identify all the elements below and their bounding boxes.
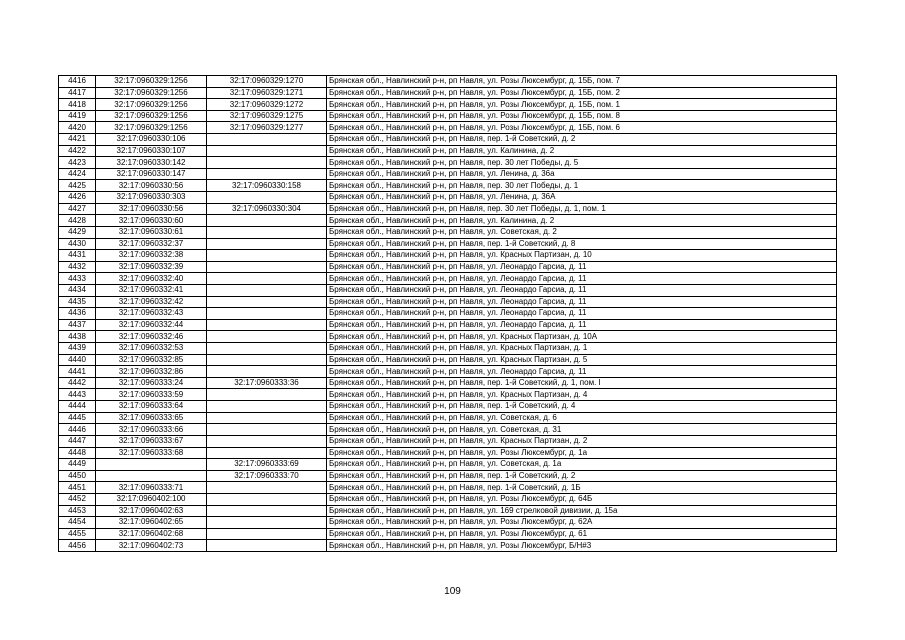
- cadastral-number-cell: 32:17:0960330:56: [96, 203, 207, 215]
- row-number-cell: 4445: [59, 412, 96, 424]
- cadastral-number-cell: 32:17:0960330:60: [96, 215, 207, 227]
- address-cell: Брянская обл., Навлинский р-н, рп Навля, ул. Ленина, д. 36а: [327, 168, 837, 180]
- address-cell: Брянская обл., Навлинский р-н, рп Навля, ул. Розы Люксембург, д. 15Б, пом. 1: [327, 99, 837, 111]
- row-number-cell: 4432: [59, 261, 96, 273]
- cadastral-number-cell: 32:17:0960402:68: [96, 528, 207, 540]
- cadastral-number-cell: 32:17:0960402:65: [96, 517, 207, 529]
- new-cadastral-number-cell: [207, 528, 327, 540]
- cadastral-number-cell: 32:17:0960332:44: [96, 319, 207, 331]
- cadastral-number-cell: 32:17:0960402:73: [96, 540, 207, 552]
- table-row: [59, 470, 837, 482]
- table-row: [59, 377, 837, 389]
- address-cell: Брянская обл., Навлинский р-н, рп Навля, пер. 1-й Советский, д. 2: [327, 470, 837, 482]
- new-cadastral-number-cell: 32:17:0960330:158: [207, 180, 327, 192]
- new-cadastral-number-cell: 32:17:0960333:36: [207, 377, 327, 389]
- new-cadastral-number-cell: 32:17:0960333:69: [207, 459, 327, 471]
- table-row: [59, 273, 837, 285]
- row-number-cell: 4453: [59, 505, 96, 517]
- cadastral-table: [58, 75, 837, 552]
- page-number: 109: [444, 586, 461, 597]
- row-number-cell: 4427: [59, 203, 96, 215]
- address-cell: Брянская обл., Навлинский р-н, рп Навля, ул. Розы Люксембург, Б/Н#3: [327, 540, 837, 552]
- new-cadastral-number-cell: [207, 145, 327, 157]
- new-cadastral-number-cell: 32:17:0960329:1271: [207, 87, 327, 99]
- new-cadastral-number-cell: [207, 168, 327, 180]
- new-cadastral-number-cell: 32:17:0960333:70: [207, 470, 327, 482]
- address-cell: Брянская обл., Навлинский р-н, рп Навля, ул. Красных Партизан, д. 4: [327, 389, 837, 401]
- table-row: [59, 401, 837, 413]
- table-row: [59, 157, 837, 169]
- table-row: [59, 331, 837, 343]
- row-number-cell: 4449: [59, 459, 96, 471]
- row-number-cell: 4430: [59, 238, 96, 250]
- new-cadastral-number-cell: 32:17:0960329:1272: [207, 99, 327, 111]
- table-row: [59, 110, 837, 122]
- cadastral-number-cell: 32:17:0960332:46: [96, 331, 207, 343]
- address-cell: Брянская обл., Навлинский р-н, рп Навля, ул. Розы Люксембург, д. 15Б, пом. 8: [327, 110, 837, 122]
- new-cadastral-number-cell: [207, 424, 327, 436]
- cadastral-number-cell: 32:17:0960330:61: [96, 226, 207, 238]
- address-cell: Брянская обл., Навлинский р-н, рп Навля, ул. Калинина, д. 2: [327, 145, 837, 157]
- new-cadastral-number-cell: [207, 435, 327, 447]
- row-number-cell: 4419: [59, 110, 96, 122]
- address-cell: Брянская обл., Навлинский р-н, рп Навля, ул. Советская, д. 1а: [327, 459, 837, 471]
- new-cadastral-number-cell: [207, 389, 327, 401]
- address-cell: Брянская обл., Навлинский р-н, рп Навля, ул. Калинина, д. 2: [327, 215, 837, 227]
- new-cadastral-number-cell: [207, 261, 327, 273]
- row-number-cell: 4420: [59, 122, 96, 134]
- new-cadastral-number-cell: [207, 134, 327, 146]
- table-row: [59, 192, 837, 204]
- table-row: [59, 296, 837, 308]
- cadastral-number-cell: 32:17:0960333:64: [96, 401, 207, 413]
- cadastral-number-cell: 32:17:0960330:56: [96, 180, 207, 192]
- address-cell: Брянская обл., Навлинский р-н, рп Навля, ул. Красных Партизан, д. 5: [327, 354, 837, 366]
- row-number-cell: 4444: [59, 401, 96, 413]
- cadastral-number-cell: [96, 459, 207, 471]
- address-cell: Брянская обл., Навлинский р-н, рп Навля, ул. 169 стрелковой дивизии, д. 15а: [327, 505, 837, 517]
- table-row: [59, 493, 837, 505]
- table-row: [59, 238, 837, 250]
- new-cadastral-number-cell: [207, 215, 327, 227]
- new-cadastral-number-cell: [207, 284, 327, 296]
- cadastral-number-cell: 32:17:0960332:53: [96, 343, 207, 355]
- table-row: [59, 424, 837, 436]
- table-row: [59, 134, 837, 146]
- address-cell: Брянская обл., Навлинский р-н, рп Навля, пер. 30 лет Победы, д. 1: [327, 180, 837, 192]
- table-row: [59, 482, 837, 494]
- new-cadastral-number-cell: [207, 319, 327, 331]
- address-cell: Брянская обл., Навлинский р-н, рп Навля, пер. 30 лет Победы, д. 5: [327, 157, 837, 169]
- cadastral-number-cell: [96, 470, 207, 482]
- address-cell: Брянская обл., Навлинский р-н, рп Навля, пер. 1-й Советский, д. 4: [327, 401, 837, 413]
- address-cell: Брянская обл., Навлинский р-н, рп Навля, ул. Ленина, д. 36А: [327, 192, 837, 204]
- cadastral-number-cell: 32:17:0960402:63: [96, 505, 207, 517]
- row-number-cell: 4436: [59, 308, 96, 320]
- table-row: [59, 366, 837, 378]
- table-row: [59, 528, 837, 540]
- new-cadastral-number-cell: [207, 296, 327, 308]
- cadastral-number-cell: 32:17:0960329:1256: [96, 76, 207, 88]
- cadastral-number-cell: 32:17:0960330:147: [96, 168, 207, 180]
- cadastral-number-cell: 32:17:0960332:38: [96, 250, 207, 262]
- address-cell: Брянская обл., Навлинский р-н, рп Навля, ул. Красных Партизан, д. 10А: [327, 331, 837, 343]
- new-cadastral-number-cell: 32:17:0960330:304: [207, 203, 327, 215]
- table-row: [59, 122, 837, 134]
- cadastral-number-cell: 32:17:0960333:68: [96, 447, 207, 459]
- table-row: [59, 435, 837, 447]
- table-row: [59, 168, 837, 180]
- address-cell: Брянская обл., Навлинский р-н, рп Навля, ул. Советская, д. 6: [327, 412, 837, 424]
- table-row: [59, 284, 837, 296]
- address-cell: Брянская обл., Навлинский р-н, рп Навля, ул. Розы Люксембург, д. 15Б, пом. 6: [327, 122, 837, 134]
- cadastral-number-cell: 32:17:0960402:100: [96, 493, 207, 505]
- cadastral-number-cell: 32:17:0960333:66: [96, 424, 207, 436]
- table-row: [59, 459, 837, 471]
- address-cell: Брянская обл., Навлинский р-н, рп Навля, пер. 1-й Советский, д. 1, пом. I: [327, 377, 837, 389]
- row-number-cell: 4416: [59, 76, 96, 88]
- address-cell: Брянская обл., Навлинский р-н, рп Навля, пер. 1-й Советский, д. 2: [327, 134, 837, 146]
- cadastral-number-cell: 32:17:0960329:1256: [96, 87, 207, 99]
- table-row: [59, 99, 837, 111]
- row-number-cell: 4448: [59, 447, 96, 459]
- row-number-cell: 4451: [59, 482, 96, 494]
- row-number-cell: 4435: [59, 296, 96, 308]
- address-cell: Брянская обл., Навлинский р-н, рп Навля, ул. Розы Люксембург, д. 1а: [327, 447, 837, 459]
- table-row: [59, 517, 837, 529]
- address-cell: Брянская обл., Навлинский р-н, рп Навля, ул. Леонардо Гарсиа, д. 11: [327, 284, 837, 296]
- new-cadastral-number-cell: [207, 540, 327, 552]
- table-row: [59, 412, 837, 424]
- new-cadastral-number-cell: [207, 308, 327, 320]
- cadastral-number-cell: 32:17:0960332:37: [96, 238, 207, 250]
- address-cell: Брянская обл., Навлинский р-н, рп Навля, ул. Советская, д. 31: [327, 424, 837, 436]
- row-number-cell: 4441: [59, 366, 96, 378]
- table-row: [59, 87, 837, 99]
- cadastral-number-cell: 32:17:0960330:106: [96, 134, 207, 146]
- address-cell: Брянская обл., Навлинский р-н, рп Навля, ул. Леонардо Гарсиа, д. 11: [327, 273, 837, 285]
- new-cadastral-number-cell: [207, 157, 327, 169]
- table-row: [59, 203, 837, 215]
- row-number-cell: 4450: [59, 470, 96, 482]
- row-number-cell: 4423: [59, 157, 96, 169]
- table-row: [59, 354, 837, 366]
- table-row: [59, 319, 837, 331]
- row-number-cell: 4418: [59, 99, 96, 111]
- table-row: [59, 447, 837, 459]
- address-cell: Брянская обл., Навлинский р-н, рп Навля, ул. Леонардо Гарсиа, д. 11: [327, 296, 837, 308]
- new-cadastral-number-cell: [207, 343, 327, 355]
- new-cadastral-number-cell: [207, 250, 327, 262]
- new-cadastral-number-cell: [207, 273, 327, 285]
- address-cell: Брянская обл., Навлинский р-н, рп Навля, ул. Советская, д. 2: [327, 226, 837, 238]
- address-cell: Брянская обл., Навлинский р-н, рп Навля, ул. Розы Люксембург, д. 61: [327, 528, 837, 540]
- address-cell: Брянская обл., Навлинский р-н, рп Навля, ул. Розы Люксембург, д. 15Б, пом. 7: [327, 76, 837, 88]
- cadastral-number-cell: 32:17:0960332:41: [96, 284, 207, 296]
- row-number-cell: 4433: [59, 273, 96, 285]
- row-number-cell: 4437: [59, 319, 96, 331]
- row-number-cell: 4454: [59, 517, 96, 529]
- cadastral-number-cell: 32:17:0960332:39: [96, 261, 207, 273]
- row-number-cell: 4456: [59, 540, 96, 552]
- row-number-cell: 4417: [59, 87, 96, 99]
- table-row: [59, 76, 837, 88]
- row-number-cell: 4442: [59, 377, 96, 389]
- cadastral-number-cell: 32:17:0960332:40: [96, 273, 207, 285]
- cadastral-number-cell: 32:17:0960332:43: [96, 308, 207, 320]
- cadastral-number-cell: 32:17:0960333:67: [96, 435, 207, 447]
- table-row: [59, 261, 837, 273]
- row-number-cell: 4425: [59, 180, 96, 192]
- new-cadastral-number-cell: 32:17:0960329:1275: [207, 110, 327, 122]
- address-cell: Брянская обл., Навлинский р-н, рп Навля, ул. Розы Люксембург, д. 64Б: [327, 493, 837, 505]
- cadastral-number-cell: 32:17:0960332:85: [96, 354, 207, 366]
- cadastral-number-cell: 32:17:0960330:142: [96, 157, 207, 169]
- cadastral-number-cell: 32:17:0960330:107: [96, 145, 207, 157]
- table-row: [59, 540, 837, 552]
- row-number-cell: 4429: [59, 226, 96, 238]
- new-cadastral-number-cell: [207, 412, 327, 424]
- new-cadastral-number-cell: [207, 493, 327, 505]
- new-cadastral-number-cell: [207, 238, 327, 250]
- cadastral-number-cell: 32:17:0960329:1256: [96, 122, 207, 134]
- cadastral-number-cell: 32:17:0960329:1256: [96, 110, 207, 122]
- new-cadastral-number-cell: [207, 354, 327, 366]
- address-cell: Брянская обл., Навлинский р-н, рп Навля, ул. Красных Партизан, д. 2: [327, 435, 837, 447]
- cadastral-number-cell: 32:17:0960333:71: [96, 482, 207, 494]
- table-row: [59, 145, 837, 157]
- row-number-cell: 4440: [59, 354, 96, 366]
- row-number-cell: 4421: [59, 134, 96, 146]
- row-number-cell: 4434: [59, 284, 96, 296]
- new-cadastral-number-cell: [207, 366, 327, 378]
- new-cadastral-number-cell: 32:17:0960329:1277: [207, 122, 327, 134]
- table-row: [59, 505, 837, 517]
- new-cadastral-number-cell: [207, 517, 327, 529]
- table-row: [59, 215, 837, 227]
- new-cadastral-number-cell: [207, 192, 327, 204]
- address-cell: Брянская обл., Навлинский р-н, рп Навля, пер. 1-й Советский, д. 1Б: [327, 482, 837, 494]
- row-number-cell: 4428: [59, 215, 96, 227]
- row-number-cell: 4438: [59, 331, 96, 343]
- table-row: [59, 389, 837, 401]
- new-cadastral-number-cell: [207, 401, 327, 413]
- row-number-cell: 4455: [59, 528, 96, 540]
- table-body: [59, 76, 837, 552]
- address-cell: Брянская обл., Навлинский р-н, рп Навля, ул. Леонардо Гарсиа, д. 11: [327, 261, 837, 273]
- row-number-cell: 4446: [59, 424, 96, 436]
- address-cell: Брянская обл., Навлинский р-н, рп Навля, пер. 30 лет Победы, д. 1, пом. 1: [327, 203, 837, 215]
- row-number-cell: 4447: [59, 435, 96, 447]
- cadastral-number-cell: 32:17:0960333:24: [96, 377, 207, 389]
- new-cadastral-number-cell: [207, 331, 327, 343]
- table-row: [59, 226, 837, 238]
- table-row: [59, 250, 837, 262]
- table-row: [59, 343, 837, 355]
- cadastral-number-cell: 32:17:0960332:86: [96, 366, 207, 378]
- address-cell: Брянская обл., Навлинский р-н, рп Навля, ул. Розы Люксембург, д. 62А: [327, 517, 837, 529]
- row-number-cell: 4426: [59, 192, 96, 204]
- address-cell: Брянская обл., Навлинский р-н, рп Навля, ул. Розы Люксембург, д. 15Б, пом. 2: [327, 87, 837, 99]
- row-number-cell: 4443: [59, 389, 96, 401]
- table-row: [59, 308, 837, 320]
- address-cell: Брянская обл., Навлинский р-н, рп Навля, ул. Леонардо Гарсиа, д. 11: [327, 319, 837, 331]
- cadastral-number-cell: 32:17:0960332:42: [96, 296, 207, 308]
- row-number-cell: 4424: [59, 168, 96, 180]
- row-number-cell: 4439: [59, 343, 96, 355]
- new-cadastral-number-cell: [207, 482, 327, 494]
- address-cell: Брянская обл., Навлинский р-н, рп Навля, ул. Красных Партизан, д. 10: [327, 250, 837, 262]
- address-cell: Брянская обл., Навлинский р-н, рп Навля, пер. 1-й Советский, д. 8: [327, 238, 837, 250]
- new-cadastral-number-cell: [207, 226, 327, 238]
- row-number-cell: 4452: [59, 493, 96, 505]
- new-cadastral-number-cell: [207, 447, 327, 459]
- cadastral-number-cell: 32:17:0960333:59: [96, 389, 207, 401]
- row-number-cell: 4431: [59, 250, 96, 262]
- address-cell: Брянская обл., Навлинский р-н, рп Навля, ул. Леонардо Гарсиа, д. 11: [327, 366, 837, 378]
- table-row: [59, 180, 837, 192]
- address-cell: Брянская обл., Навлинский р-н, рп Навля, ул. Красных Партизан, д. 1: [327, 343, 837, 355]
- new-cadastral-number-cell: 32:17:0960329:1270: [207, 76, 327, 88]
- new-cadastral-number-cell: [207, 505, 327, 517]
- cadastral-number-cell: 32:17:0960330:303: [96, 192, 207, 204]
- row-number-cell: 4422: [59, 145, 96, 157]
- address-cell: Брянская обл., Навлинский р-н, рп Навля, ул. Леонардо Гарсиа, д. 11: [327, 308, 837, 320]
- cadastral-number-cell: 32:17:0960329:1256: [96, 99, 207, 111]
- cadastral-number-cell: 32:17:0960333:65: [96, 412, 207, 424]
